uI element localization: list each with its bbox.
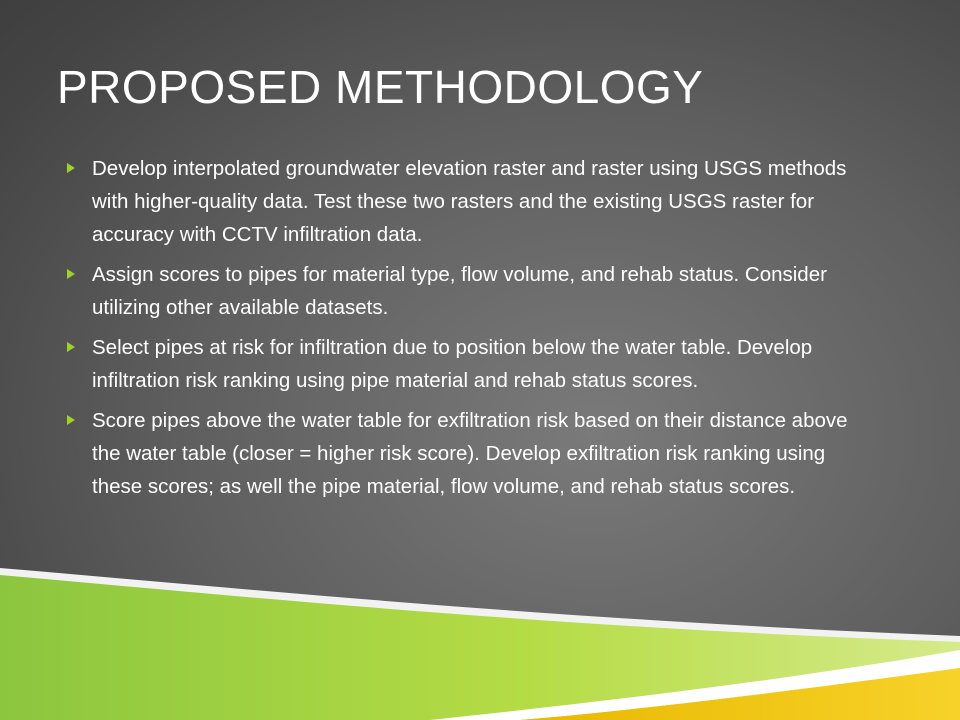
bullet-text: Score pipes above the water table for exfiltration risk based on their distance above the water table (closer = higher risk score). Develop exfiltration risk ranking using these scores; as well the pipe material, flow volume, and rehab status scores. — [92, 409, 848, 498]
bullet-text: Develop interpolated groundwater elevation raster and raster using USGS methods with higher-quality data. Test these two rasters and the existing USGS raster for accuracy with CCTV infiltration data. — [92, 157, 847, 246]
slide-title: PROPOSED METHODOLOGY — [57, 61, 704, 113]
bullet-text: Select pipes at risk for infiltration due to position below the water table. Develop infiltration risk ranking using pipe material and rehab status scores. — [92, 336, 813, 392]
bullet-text: Assign scores to pipes for material type, flow volume, and rehab status. Consider utilizing other available datasets. — [92, 263, 827, 319]
